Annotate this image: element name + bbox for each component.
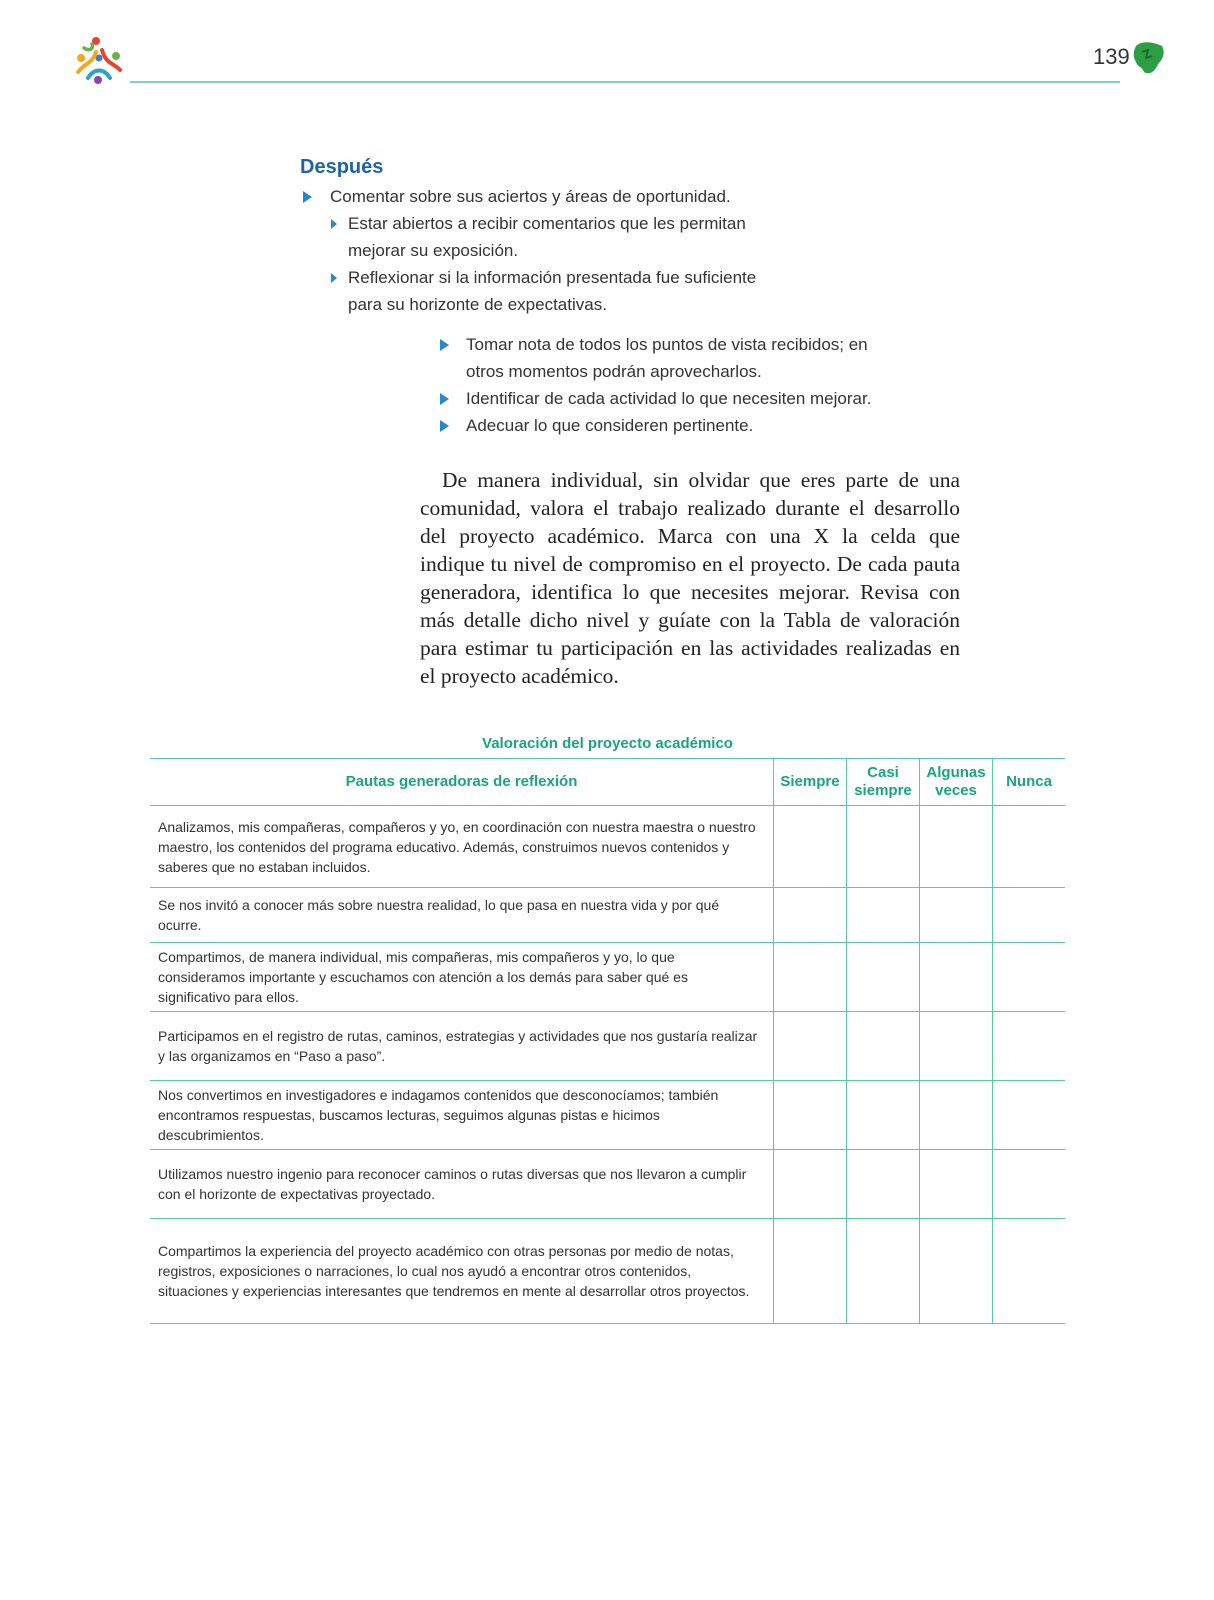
list-item-text: Identificar de cada actividad lo que necesiten mejorar.	[466, 389, 872, 408]
instruction-paragraph: De manera individual, sin olvidar que eres parte de una comunidad, valora el trabajo realizado durante el desarrollo del proyecto académico. Marca con una X la celda que indique tu nivel de compromiso en el proyecto. De cada pauta generadora, identifica lo que necesites mejorar. Revisa con más detalle dicho nivel y guíate con la Tabla de valoración para estimar tu participación en las actividades realizadas en el proyecto académico.	[420, 468, 960, 688]
row-text: Analizamos, mis compañeras, compañeros y yo, en coordinación con nuestra maestra o nuestro maestro, los contenidos del programa educativo. Además, construimos nuevos contenidos y saberes que no estaban incluidos.	[150, 806, 774, 888]
cell-algunas-veces[interactable]	[920, 888, 993, 943]
row-text: Compartimos, de manera individual, mis compañeras, mis compañeros y yo, lo que consideramos importante y escuchamos con atención a los demás para saber qué es significativo para ellos.	[150, 943, 774, 1012]
bullet-triangle-icon	[440, 393, 449, 405]
list-item	[438, 331, 886, 385]
header-casi-siempre: Casi siempre	[847, 759, 920, 806]
cell-siempre[interactable]	[774, 888, 847, 943]
header-nunca: Nunca	[993, 759, 1066, 806]
list-item	[438, 412, 958, 439]
cell-nunca[interactable]	[993, 1012, 1066, 1081]
cell-casi-siempre[interactable]	[847, 806, 920, 888]
header-siempre: Siempre	[774, 759, 847, 806]
table-row	[150, 806, 1065, 888]
table-row	[150, 1081, 1065, 1150]
section-title: Después	[300, 156, 384, 178]
list-item-text: Tomar nota de todos los puntos de vista recibidos; en otros momentos podrán aprovecharlos.	[466, 335, 868, 381]
sub-list	[438, 331, 958, 439]
table-row	[150, 1150, 1065, 1219]
colorful-figures-logo-icon	[72, 34, 126, 86]
table-caption: Valoración del proyecto académico	[482, 735, 733, 752]
table-row	[150, 1219, 1065, 1324]
list-item-text: Estar abiertos a recibir comentarios que les permitan mejorar su exposición.	[348, 214, 746, 260]
cell-casi-siempre[interactable]	[847, 888, 920, 943]
row-text: Participamos en el registro de rutas, caminos, estrategias y actividades que nos gustaría realizar y las organizamos en “Paso a paso”.	[150, 1012, 774, 1081]
cell-casi-siempre[interactable]	[847, 943, 920, 1012]
row-text: Utilizamos nuestro ingenio para reconocer caminos o rutas diversas que nos llevaron a cumplir con el horizonte de expectativas proyectado.	[150, 1150, 774, 1219]
list-item	[438, 385, 958, 412]
cell-algunas-veces[interactable]	[920, 1219, 993, 1324]
cell-nunca[interactable]	[993, 943, 1066, 1012]
cell-algunas-veces[interactable]	[920, 1150, 993, 1219]
list-item-text: Adecuar lo que consideren pertinente.	[466, 416, 754, 435]
cell-siempre[interactable]	[774, 806, 847, 888]
list-item-text: Reflexionar si la información presentada fue suficiente para su horizonte de expectativas.	[348, 268, 757, 314]
despues-section	[300, 156, 1000, 318]
cell-algunas-veces[interactable]	[920, 1081, 993, 1150]
cell-algunas-veces[interactable]	[920, 1012, 993, 1081]
bullet-triangle-icon	[331, 273, 337, 283]
header-rule	[130, 81, 1120, 83]
cell-siempre[interactable]	[774, 1081, 847, 1150]
bullet-triangle-icon	[440, 420, 449, 432]
cell-casi-siempre[interactable]	[847, 1219, 920, 1324]
table-header-row	[150, 759, 1065, 806]
cell-nunca[interactable]	[993, 888, 1066, 943]
valuation-table	[150, 758, 1065, 1324]
bullet-triangle-icon	[331, 219, 337, 229]
header-pautas: Pautas generadoras de reflexión	[150, 759, 774, 806]
bullet-triangle-icon	[303, 191, 312, 203]
cell-nunca[interactable]	[993, 1219, 1066, 1324]
cell-casi-siempre[interactable]	[847, 1012, 920, 1081]
cell-casi-siempre[interactable]	[847, 1150, 920, 1219]
cell-nunca[interactable]	[993, 1081, 1066, 1150]
row-text: Compartimos la experiencia del proyecto académico con otras personas por medio de notas, registros, exposiciones o narraciones, lo cual nos ayudó a encontrar otros contenidos, situaciones y experiencias interesantes que tendremos en mente al desarrollar otros proyectos.	[150, 1219, 774, 1324]
cell-siempre[interactable]	[774, 1012, 847, 1081]
list-item-text: Comentar sobre sus aciertos y áreas de oportunidad.	[330, 187, 731, 206]
cell-casi-siempre[interactable]	[847, 1081, 920, 1150]
page-number: 139	[1093, 44, 1130, 69]
bullet-triangle-icon	[440, 339, 449, 351]
list-item	[300, 264, 788, 318]
cell-nunca[interactable]	[993, 806, 1066, 888]
cell-algunas-veces[interactable]	[920, 806, 993, 888]
table-row	[150, 1012, 1065, 1081]
cell-nunca[interactable]	[993, 1150, 1066, 1219]
cell-siempre[interactable]	[774, 1219, 847, 1324]
row-text: Nos convertimos en investigadores e indagamos contenidos que desconocíamos; también encontramos respuestas, buscamos lecturas, seguimos algunas pistas e hicimos descubrimientos.	[150, 1081, 774, 1150]
table-row	[150, 943, 1065, 1012]
row-text: Se nos invitó a conocer más sobre nuestra realidad, lo que pasa en nuestra vida y por qué ocurre.	[150, 888, 774, 943]
cell-algunas-veces[interactable]	[920, 943, 993, 1012]
cell-siempre[interactable]	[774, 943, 847, 1012]
list-item	[300, 183, 1000, 210]
header-algunas-veces: Algunas veces	[920, 759, 993, 806]
list-item	[300, 210, 778, 264]
cell-siempre[interactable]	[774, 1150, 847, 1219]
green-glyph-icon	[1132, 40, 1166, 76]
table-row	[150, 888, 1065, 943]
